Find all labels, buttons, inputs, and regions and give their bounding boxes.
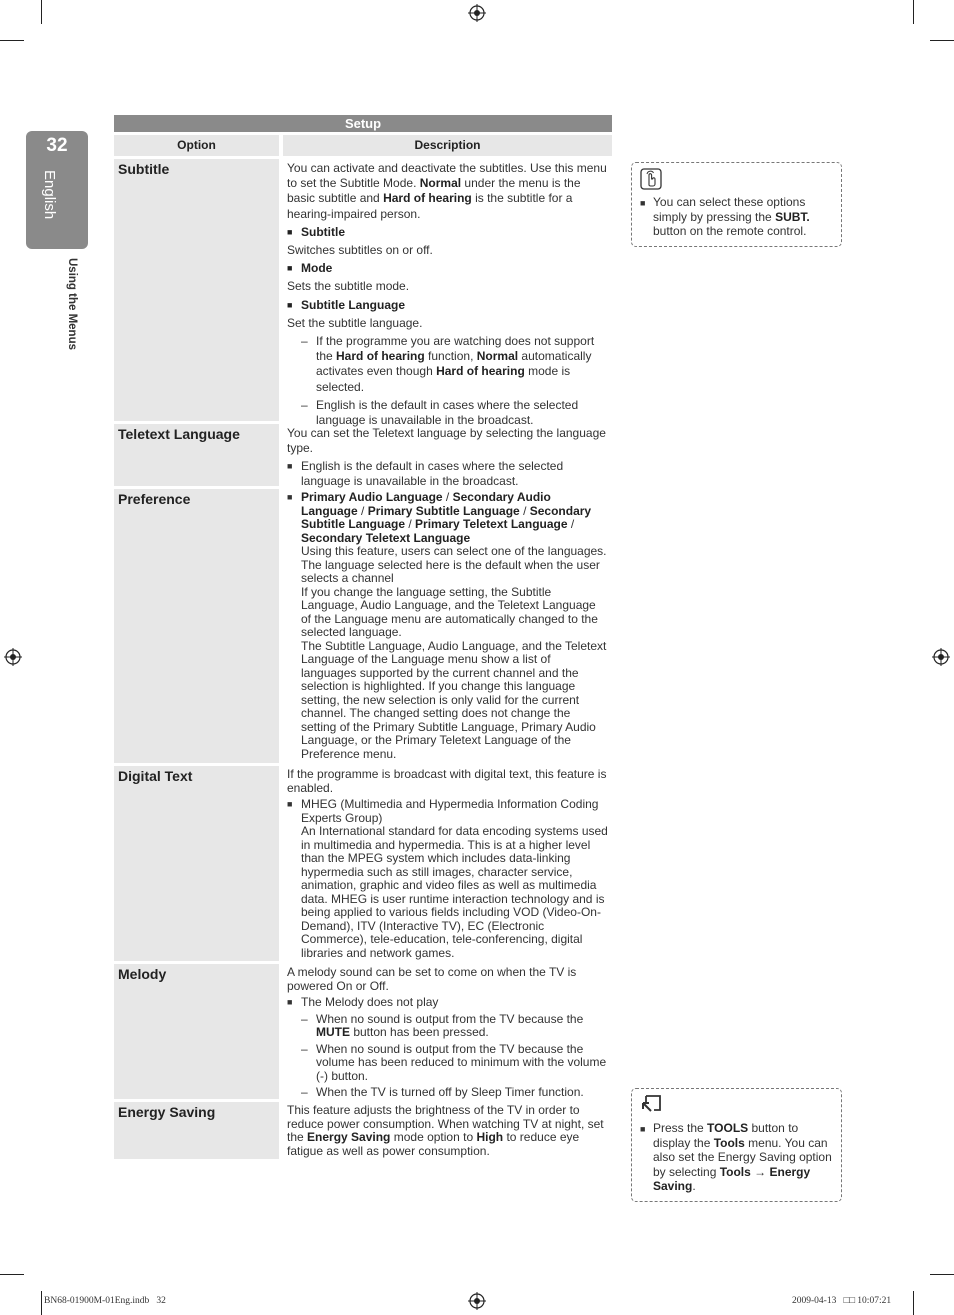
note-item: – When no sound is output from the TV because the volume has been reduced to minimum with the volume (-) button. <box>287 1043 608 1084</box>
preference-text: If you change the language setting, the Subtitle Language, Audio Language, and the Teletext Language of the Language menu are automatically changed to the selected language. <box>301 584 598 639</box>
registration-mark-icon <box>932 648 950 666</box>
description-teletext-language <box>283 424 612 486</box>
crop-mark <box>0 40 24 41</box>
note-box-subt <box>631 162 842 247</box>
footer-file: BN68-01900M-01Eng.indb 32 <box>44 1296 166 1306</box>
option-subtitle: Subtitle <box>114 159 279 421</box>
preference-text: The Subtitle Language, Audio Language, and the Teletext Language of the Language menu show a list of languages supported by the current channel and the selection is highlighted. If you change this language setting, the new selection is only valid for the current channel. The changed setting does not change the setting of the Primary Subtitle Language, Primary Audio Language, or the Primary Teletext Language of the Preference menu. <box>301 638 607 761</box>
section-title: Using the Menus <box>66 258 78 351</box>
crop-mark <box>41 1291 42 1315</box>
table-header <box>114 135 612 156</box>
registration-mark-icon <box>4 648 22 666</box>
page-number: 32 <box>46 135 68 156</box>
table-row <box>114 489 612 763</box>
preference-text: Using this feature, users can select one of the languages. The language selected here is the default when the user selects a channel <box>301 544 607 585</box>
list-item: ■ English is the default in cases where the selected language is unavailable in the broadcast. <box>287 459 608 489</box>
crop-mark <box>930 1274 954 1275</box>
table-title: Setup <box>114 115 612 132</box>
subtitle-intro: You can activate and deactivate the subtitles. Use this menu to set the Subtitle Mode. Normal under the menu is the basic subtitle and Hard of hearing is the subtitle for a hearing-impaired person. <box>287 161 607 221</box>
table-row <box>114 1102 612 1159</box>
note-item: – When the TV is turned off by Sleep Timer function. <box>287 1086 608 1100</box>
crop-mark <box>913 0 914 24</box>
mheg-text: An International standard for data encoding systems used in multimedia and hypermedia. This is at a higher level than the MPEG system which includes data-linking hypermedia such as still images, character service, animation, graphic and video files as well as multimedia data. MHEG is user runtime interaction technology and is being applied to various fields including VOD (Video-On-Demand), ITV (Interactive TV), EC (Electronic Commerce), tele-education, tele-conferencing, digital libraries and network games. <box>301 824 608 960</box>
hand-pointer-icon <box>640 168 662 190</box>
note-item: – If the programme you are watching does not support the Hard of hearing function, Normal automatically activates even though Hard of hearing mode is selected. <box>287 334 608 395</box>
crop-mark <box>0 1274 24 1275</box>
column-header-option: Option <box>114 135 279 156</box>
list-item: ■ The Melody does not play <box>287 996 608 1010</box>
list-item: ■ Subtitle Language <box>287 298 608 313</box>
description-digital-text <box>283 766 612 961</box>
melody-intro: A melody sound can be set to come on when the TV is powered On or Off. <box>287 965 577 993</box>
note-box-tools <box>631 1088 842 1202</box>
option-digital-text: Digital Text <box>114 766 279 961</box>
list-item-text: Switches subtitles on or off. <box>287 243 433 258</box>
registration-mark-icon <box>468 1292 486 1310</box>
crop-mark <box>913 1291 914 1315</box>
list-item: ■ Mode <box>287 261 608 276</box>
list-item: ■ Primary Audio Language / Secondary Audio Language / Primary Subtitle Language / Secondary Subtitle Language / Primary Teletext Language / Secondary Teletext Language Using this feature, users can select one of the languages. The language selected here is the default when the user selects a channel If you change the language setting, the Subtitle Language, Audio Language, and the Teletext Language of the Language menu are automatically changed to the selected language. The Subtitle Language, Audio Language, and the Teletext Language of the Language menu show a list of languages supported by the current channel and the selection is highlighted. If you change this language setting, the new selection is only valid for the current channel. The changed setting does not change the setting of the Primary Subtitle Language, Primary Audio Language, or the Primary Teletext Language of the Preference menu. <box>287 491 608 761</box>
tools-menu-icon <box>640 1094 662 1116</box>
crop-mark <box>930 40 954 41</box>
note-text: ■ You can select these options simply by pressing the SUBT. button on the remote control. <box>632 195 841 239</box>
description-energy-saving <box>283 1102 612 1159</box>
option-energy-saving: Energy Saving <box>114 1102 279 1159</box>
mheg-title: ■ MHEG (Multimedia and Hypermedia Information Coding Experts Group) <box>301 797 599 825</box>
list-item <box>287 798 608 960</box>
column-header-description: Description <box>283 135 612 156</box>
option-melody: Melody <box>114 964 279 1099</box>
page-language: English <box>41 170 58 220</box>
energy-text: This feature adjusts the brightness of the TV in order to reduce power consumption. When watching TV at night, set the Energy Saving mode option to High to reduce eye fatigue as well as power consumption. <box>287 1103 604 1158</box>
note-item: – English is the default in cases where the selected language is unavailable in the broadcast. <box>287 398 608 428</box>
table-row <box>114 159 612 428</box>
footer-timestamp: 2009-04-13 □□ 10:07:21 <box>792 1296 892 1306</box>
list-item: ■ Subtitle <box>287 225 608 240</box>
note-text: ■ Press the TOOLS button to display the Tools menu. You can also set the Energy Saving option by selecting Tools → Energy Saving. <box>632 1121 841 1194</box>
description-preference <box>283 489 612 763</box>
digital-text-intro: If the programme is broadcast with digital text, this feature is enabled. <box>287 767 607 795</box>
teletext-intro: You can set the Teletext language by selecting the language type. <box>287 426 606 455</box>
description-subtitle <box>283 159 612 428</box>
option-preference: Preference <box>114 489 279 763</box>
list-item-text: Sets the subtitle mode. <box>287 279 410 294</box>
crop-mark <box>41 0 42 24</box>
table-row <box>114 424 612 486</box>
option-teletext-language: Teletext Language <box>114 424 279 486</box>
table-row <box>114 766 612 961</box>
setup-table <box>114 115 612 1159</box>
list-item-text: Set the subtitle language. <box>287 315 423 330</box>
description-melody <box>283 964 612 1099</box>
registration-mark-icon <box>468 4 486 22</box>
note-item: – When no sound is output from the TV because the MUTE button has been pressed. <box>287 1013 608 1040</box>
table-row <box>114 964 612 1099</box>
